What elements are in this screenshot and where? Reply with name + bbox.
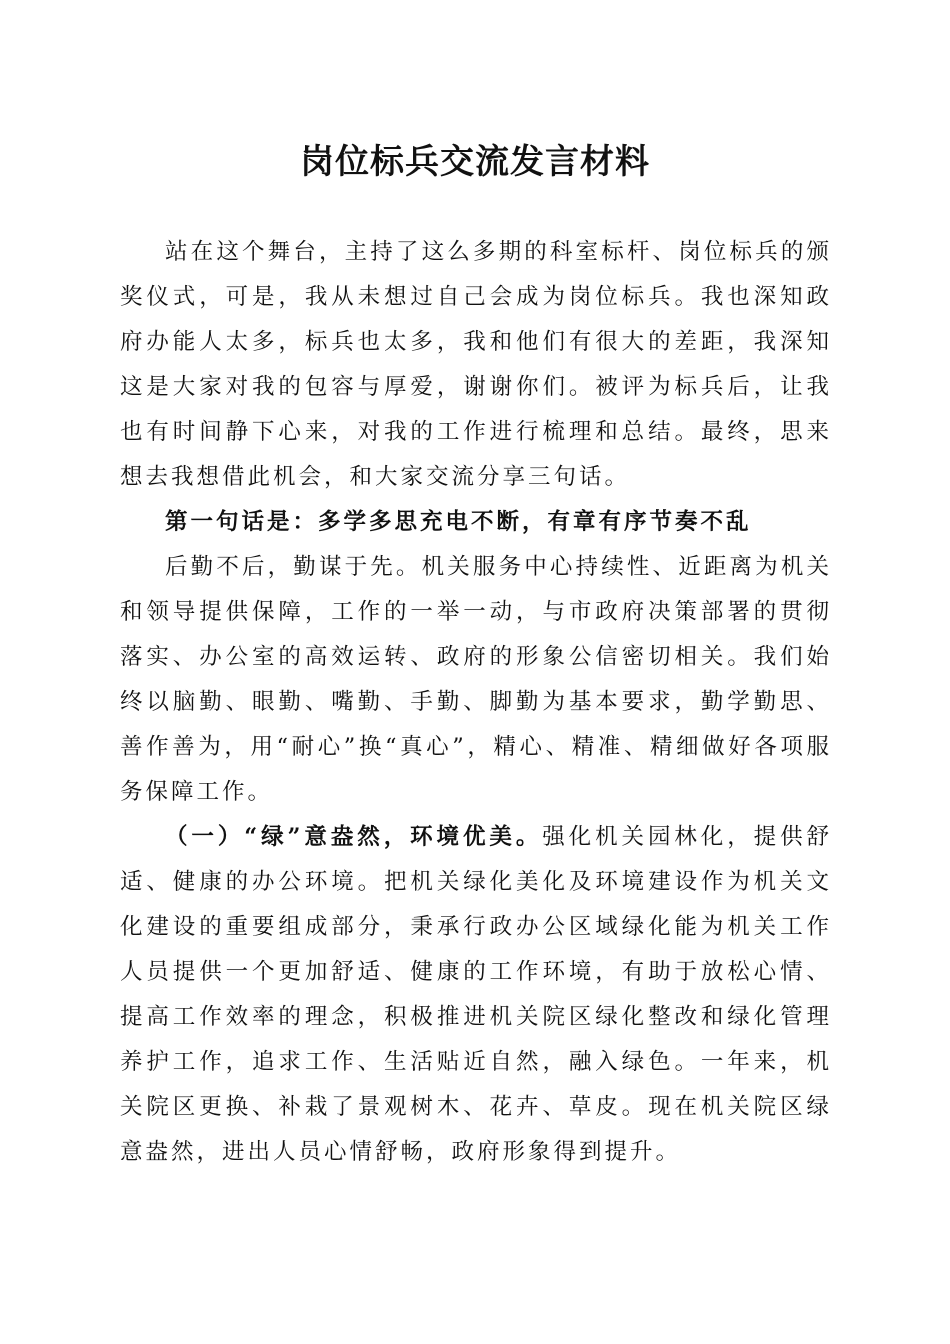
subsection-paragraph xyxy=(120,815,832,1175)
document-body xyxy=(120,230,832,1175)
subsection-text: 强化机关园林化，提供舒适、健康的办公环境。把机关绿化美化及环境建设作为机关文化建设的重要组成部分，秉承行政办公区域绿化能为机关工作人员提供一个更加舒适、健康的工作环境，有助于放松心情、提高工作效率的理念，积极推进机关院区绿化整改和绿化管理养护工作，追求工作、生活贴近自然，融入绿色。一年来，机关院区更换、补栽了景观树木、花卉、草皮。现在机关院区绿意盎然，进出人员心情舒畅，政府形象得到提升。 xyxy=(120,824,832,1165)
section-heading: 第一句话是：多学多思充电不断，有章有序节奏不乱 xyxy=(165,509,752,535)
intro-paragraph: 站在这个舞台，主持了这么多期的科室标杆、岗位标兵的颁奖仪式，可是，我从未想过自己会成为岗位标兵。我也深知政府办能人太多，标兵也太多，我和他们有很大的差距，我深知这是大家对我的包容与厚爱，谢谢你们。被评为标兵后，让我也有时间静下心来，对我的工作进行梳理和总结。最终，思来想去我想借此机会，和大家交流分享三句话。 xyxy=(120,239,832,490)
subsection-lead: （一）“绿”意盎然，环境优美。 xyxy=(165,824,543,850)
document-title: 岗位标兵交流发言材料 xyxy=(300,142,650,182)
section-paragraph: 后勤不后，勤谋于先。机关服务中心持续性、近距离为机关和领导提供保障，工作的一举一动，与市政府决策部署的贯彻落实、办公室的高效运转、政府的形象公信密切相关。我们始终以脑勤、眼勤、嘴勤、手勤、脚勤为基本要求，勤学勤思、善作善为，用“耐心”换“真心”，精心、精准、精细做好各项服务保障工作。 xyxy=(120,554,832,805)
